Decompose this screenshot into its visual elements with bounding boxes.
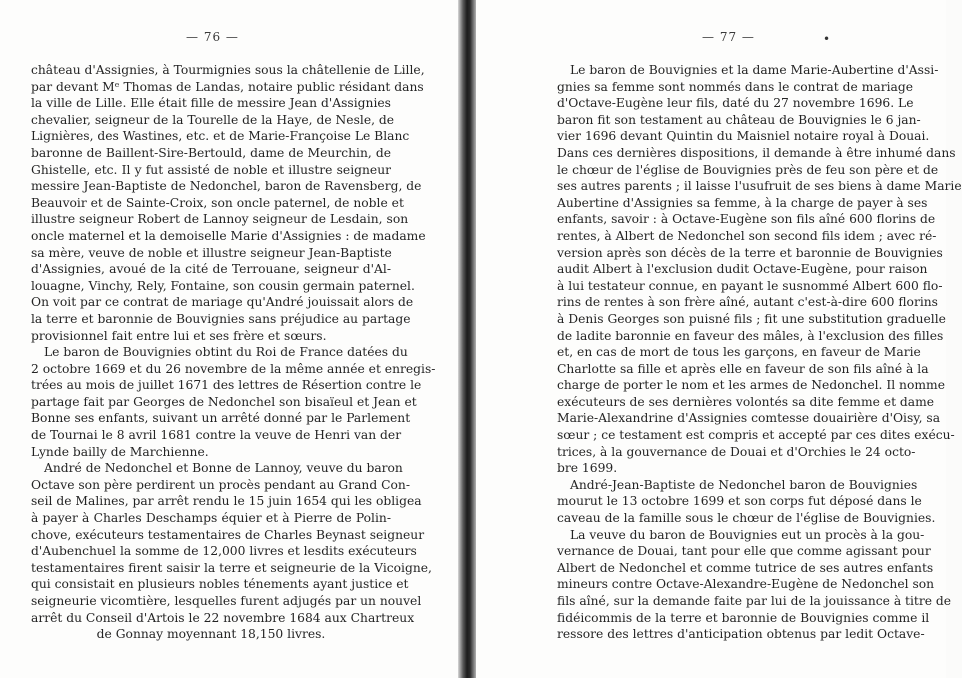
text-line: Lignières, des Wastines, etc. et de Marie-Françoise Le Blanc — [31, 129, 410, 144]
text-line: gnies sa femme sont nommés dans le contrat de mariage — [557, 79, 913, 94]
text-line: le chœur de l'église de Bouvignies près de feu son père et de — [557, 162, 939, 177]
text-line: caveau de la famille sous le chœur de l'église de Bouvignies. — [557, 511, 936, 526]
text-line: Dans ces dernières dispositions, il demande à être inhumé dans — [557, 145, 956, 160]
text-line: arrêt du Conseil d'Artois le 22 novembre 1684 aux Chartreux — [31, 610, 415, 625]
text-line: mourut le 13 octobre 1699 et son corps fut déposé dans le — [557, 494, 922, 509]
text-line: seigneurie vicomtière, lesquelles furent adjugés par un nouvel — [31, 594, 422, 608]
text-line: sa mère, veuve de noble et illustre seigneur Jean-Baptiste — [31, 245, 392, 260]
text-line: Ghistelle, etc. Il y fut assisté de noble et illustre seigneur — [31, 162, 391, 177]
text-line: ses autres parents ; il laisse l'usufruit de ses biens à dame Marie — [557, 179, 962, 194]
text-line: Octave son père perdirent un procès pendant au Grand Con- — [31, 477, 410, 492]
text-line: mineurs contre Octave-Alexandre-Eugène de Nedonchel son — [557, 577, 935, 592]
text-line: Albert de Nedonchel et comme tutrice de ses autres enfants — [557, 560, 934, 575]
text-line: fidéicommis de la terre et baronnie de Bouvignies comme il — [557, 610, 930, 625]
text-line: Charlotte sa fille et après elle en faveur de son fils aîné à la — [557, 361, 929, 376]
text-line: La veuve du baron de Bouvignies eut un procès à la gou- — [570, 527, 925, 542]
page-text — [31, 62, 436, 643]
text-line: provisionnel fait entre lui et ses frère et sœurs. — [31, 328, 327, 343]
text-line: André de Nedonchel et Bonne de Lannoy, veuve du baron — [44, 461, 403, 476]
text-line: la terre et baronnie de Bouvignies sans préjudice au partage — [31, 311, 411, 326]
text-line: bre 1699. — [557, 461, 618, 476]
text-line: illustre seigneur Robert de Lannoy seigneur de Lesdain, son — [31, 212, 409, 227]
text-line: trices, à la gouvernance de Douai et d'Orchies le 24 octo- — [557, 444, 916, 459]
page-number: — 77 — — [702, 30, 755, 44]
text-line: trées au mois de juillet 1671 des lettres de Résertion contre le — [31, 378, 422, 393]
text-line: chove, exécuteurs testamentaires de Charles Beynast seigneur — [31, 527, 425, 542]
text-line: Le baron de Bouvignies obtint du Roi de France datées du — [44, 345, 408, 360]
text-line: à Denis Georges son puisné fils ; fit une substitution graduelle — [557, 311, 946, 326]
text-line: version après son décès de la terre et baronnie de Bouvignies — [557, 245, 943, 260]
text-line: Marie-Alexandrine d'Assignies comtesse douairière d'Oisy, sa — [557, 411, 941, 426]
text-line: partage fait par Georges de Nedonchel son bisaïeul et Jean et — [31, 394, 417, 409]
text-line: Beauvoir et de Sainte-Croix, son oncle paternel, de noble et — [31, 195, 404, 210]
text-line: rentes, à Albert de Nedonchel son second fils idem ; avec ré- — [557, 228, 937, 243]
text-line: baronne de Baillent-Sire-Bertould, dame de Meurchin, de — [31, 145, 391, 160]
text-line: audit Albert à l'exclusion dudit Octave-Eugène, pour raison — [557, 262, 928, 277]
text-line: vier 1696 devant Quintin du Maisniel notaire royal à Douai. — [557, 129, 930, 144]
text-line: à payer à Charles Deschamps équier et à Pierre de Polin- — [31, 511, 391, 526]
text-line: d'Assignies, avoué de la cité de Terrouane, seigneur d'Al- — [31, 262, 391, 277]
text-line: qui consistait en plusieurs nobles ténements ayant justice et — [31, 577, 409, 592]
page-number: — 76 — — [186, 30, 239, 44]
text-line: oncle maternel et la demoiselle Marie d'Assignies : de madame — [31, 228, 426, 243]
text-line: ressore des lettres d'anticipation obtenus par ledit Octave- — [557, 627, 925, 642]
text-line: château d'Assignies, à Tourmignies sous la châtellenie de Lille, — [31, 63, 425, 77]
book-gutter — [458, 0, 478, 678]
text-line: Lynde bailly de Marchienne. — [31, 444, 209, 459]
text-line: fils aîné, sur la demande faite par lui de la jouissance à titre de — [557, 594, 952, 608]
right-page — [476, 0, 962, 678]
text-line: Le baron de Bouvignies et la dame Marie-Aubertine d'Assi- — [570, 63, 939, 77]
text-line: de Gonnay moyennant 18,150 livres. — [96, 627, 326, 642]
text-line: la ville de Lille. Elle était fille de messire Jean d'Assignies — [31, 96, 391, 111]
text-line: baron fit son testament au château de Bouvignies le 6 jan- — [557, 112, 921, 127]
text-line: d'Octave-Eugène leur fils, daté du 27 novembre 1696. Le — [557, 96, 914, 111]
text-line: On voit par ce contrat de mariage qu'André jouissait alors de — [31, 295, 414, 310]
text-line: testamentaires firent saisir la terre et seigneurie de la Vicoigne, — [31, 560, 432, 575]
left-page — [0, 0, 463, 678]
text-line: sœur ; ce testament est compris et accepté par ces dites exécu- — [557, 428, 955, 443]
text-line: par devant Mᵉ Thomas de Landas, notaire public résidant dans — [31, 79, 424, 94]
text-line: Bonne ses enfants, suivant un arrêté donné par le Parlement — [31, 411, 411, 426]
text-line: Aubertine d'Assignies sa femme, à la charge de payer à ses — [557, 195, 928, 210]
text-line: vernance de Douai, tant pour elle que comme agissant pour — [557, 544, 931, 559]
text-line: exécuteurs de ses dernières volontés sa dite femme et dame — [557, 394, 935, 409]
text-line: 2 octobre 1669 et du 26 novembre de la même année et enregis- — [31, 361, 436, 376]
text-line: de ladite baronnie en faveur des mâles, à l'exclusion des filles — [557, 328, 944, 343]
text-line: à lui testateur connue, en payant le susnommé Albert 600 flo- — [557, 278, 943, 293]
text-line: rins de rentes à son frère aîné, autant c'est-à-dire 600 florins — [557, 295, 938, 310]
text-line: de Tournai le 8 avril 1681 contre la veuve de Henri van der — [31, 428, 402, 443]
text-line: messire Jean-Baptiste de Nedonchel, baron de Ravensberg, de — [31, 179, 422, 194]
text-line: chevalier, seigneur de la Tourelle de la Haye, de Nesle, de — [31, 112, 395, 127]
page-text — [557, 62, 962, 643]
page-mark: • — [823, 32, 831, 46]
text-line: André-Jean-Baptiste de Nedonchel baron de Bouvignies — [570, 477, 918, 492]
text-line: et, en cas de mort de tous les garçons, en faveur de Marie — [557, 345, 921, 360]
text-line: enfants, savoir : à Octave-Eugène son fils aîné 600 florins de — [557, 212, 936, 227]
text-line: charge de porter le nom et les armes de Nedonchel. Il nomme — [557, 378, 945, 393]
text-line: d'Aubenchuel la somme de 12,000 livres et lesdits exécuteurs — [31, 544, 417, 559]
text-line: seil de Malines, par arrêt rendu le 15 juin 1654 qui les obligea — [31, 494, 422, 509]
text-line: louagne, Vinchy, Rely, Fontaine, son cousin germain paternel. — [31, 278, 415, 293]
